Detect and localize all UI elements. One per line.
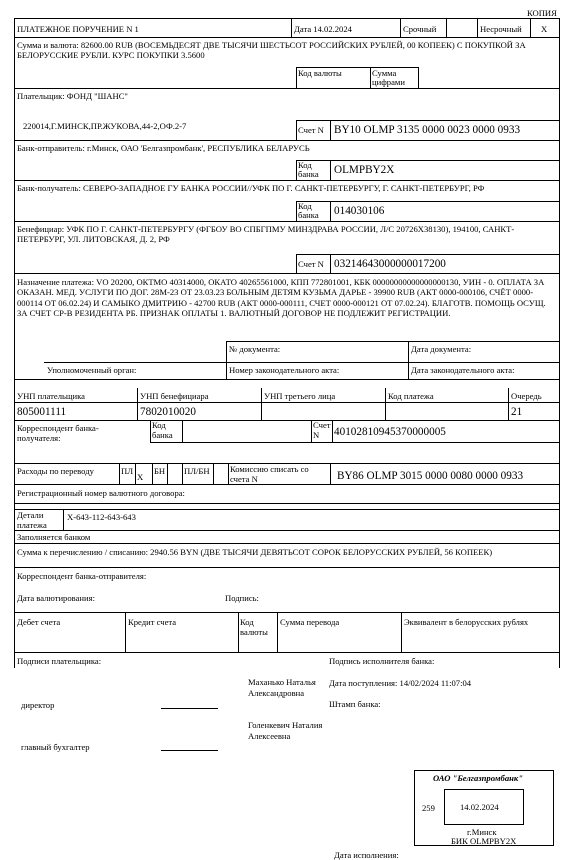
payer-account-label: Счет N bbox=[298, 125, 324, 135]
expenses-label: Расходы по переводу bbox=[17, 466, 94, 476]
executor-signature-label: Подпись исполнителя банка: bbox=[329, 656, 435, 666]
priority-label: Очередь bbox=[511, 391, 542, 401]
chief-accountant-name: Голенкевич Наталия Алексеевна bbox=[248, 720, 323, 741]
document-title: ПЛАТЕЖНОЕ ПОРУЧЕНИЕ N 1 bbox=[17, 24, 139, 34]
sender-bank-code: OLMPBY2X bbox=[334, 164, 395, 176]
document-date: Дата 14.02.2024 bbox=[294, 24, 352, 34]
value-date-label: Дата валютирования: bbox=[17, 593, 95, 603]
expenses-pl-label: ПЛ bbox=[121, 466, 134, 476]
non-urgent-label: Несрочный bbox=[480, 24, 522, 34]
receiver-bank-code: 014030106 bbox=[334, 205, 385, 217]
non-urgent-mark: X bbox=[541, 24, 548, 34]
director-name: Маханько Наталья Александровна bbox=[248, 677, 316, 698]
expenses-pl-mark: X bbox=[137, 472, 144, 482]
payer-unp-label: УНП плательщика bbox=[17, 391, 85, 401]
commission-account: BY86 OLMP 3015 0000 0080 0000 0933 bbox=[337, 470, 524, 482]
stamp-number: 259 bbox=[422, 803, 435, 813]
transfer-sum-text: Сумма к перечислению / списанию: 2940.56 BYN (ДВЕ ТЫСЯЧИ ДЕВЯТЬСОТ СОРОК БЕЛОРУССКИХ РУБЛЕЙ, 56 КОПЕЕК) bbox=[17, 547, 493, 557]
payment-details-label: Детали платежа bbox=[17, 510, 47, 530]
document-number-label: № документа: bbox=[229, 344, 281, 354]
payment-purpose: Назначение платежа: VO 20200, ОКТМО 40314000, ОКАТО 40265561000, КПП 772801001, КБК 00000000000000000130, УИН - 0. ОПЛАТА ЗА ОКАЗАН. МЕД. УСЛУГИ ПО ДОГ. 28М-23 ОТ 23.03.23 БОЛЬНЫМ ДЕТЯМ КУЗЬМА ДАРЬЕ - 39900 RUB (АКТ 0000-000106, СЧЁТ 0000-000114 ОТ 06.02.24) И САМЫКО ДМИТРИЮ - 42700 RUB (АКТ 0000-000111, СЧЕТ 0000-000121 ОТ 07.02.24). БЛАГОТВ. ПОМОЩЬ ОСУЩ. ЗА СЧЕТ СР-В РЕЗИДЕНТА РБ. ПРИЗНАК ОПЛАТЫ 1. ВАЛЮТНЫЙ ДОГОВОР НЕ ПОДЛЕЖИТ РЕГИСТРАЦИИ. bbox=[17, 277, 546, 319]
payer-account: BY10 OLMP 3135 0000 0023 0000 0933 bbox=[334, 124, 521, 136]
third-party-unp-label: УНП третьего лица bbox=[264, 391, 336, 401]
bank-fill-label: Заполняется банком bbox=[17, 532, 91, 542]
stamp-bank-name: ОАО "Белгазпромбанк" bbox=[433, 773, 524, 783]
sender-bank-code-label: Код банка bbox=[298, 160, 319, 179]
contract-registration-label: Регистрационный номер валютного договора: bbox=[17, 488, 185, 498]
receiver-bank-text: Банк-получатель: СЕВЕРО-ЗАПАДНОЕ ГУ БАНКА РОССИИ//УФК ПО Г. САНКТ-ПЕТЕРБУРГУ, Г. САНКТ-ПЕТЕРБУРГ, РФ bbox=[17, 183, 485, 193]
stamp-city: г.Минск bbox=[467, 827, 497, 837]
payer-address: 220014,Г.МИНСК,ПР.ЖУКОВА,44-2,ОФ.2-7 bbox=[23, 121, 187, 131]
receipt-date: Дата поступления: 14/02/2024 11:07:04 bbox=[329, 678, 472, 688]
signature-label: Подпись: bbox=[225, 593, 259, 603]
execution-date-label: Дата исполнения: bbox=[334, 850, 399, 860]
correspondent-label: Корреспондент банка-получателя: bbox=[17, 423, 99, 444]
payer-label: Плательщик: ФОНД "ШАНС" bbox=[17, 91, 128, 101]
receiver-bank-code-label: Код банка bbox=[298, 201, 319, 220]
chief-accountant-label: главный бухгалтер bbox=[21, 742, 90, 752]
credit-account-label: Кредит счета bbox=[128, 617, 177, 627]
beneficiary-text: Бенефициар: УФК ПО Г. САНКТ-ПЕТЕРБУРГУ (ФГБОУ ВО СПБГПМУ МИНЗДРАВА РОССИИ, Л/С 20726Х38130), 194100, САНКТ-ПЕТЕРБУРГ, УЛ. ЛИТОВСКАЯ, Д. 2, РФ bbox=[17, 224, 515, 245]
beneficiary-unp-label: УНП бенефициара bbox=[140, 391, 209, 401]
priority: 21 bbox=[511, 406, 523, 418]
table-currency-code-label: Код валюты bbox=[240, 617, 268, 637]
correspondent-account: 40102810945370000005 bbox=[334, 426, 446, 438]
amount-digits-label: Сумма цифрами bbox=[372, 68, 405, 87]
transfer-amount-label: Сумма перевода bbox=[280, 617, 340, 627]
stamp-date: 14.02.2024 bbox=[460, 802, 499, 812]
expenses-plbn-label: ПЛ/БН bbox=[184, 466, 210, 476]
sender-bank-text: Банк-отправитель: г.Минск, ОАО 'Белгазпромбанк', РЕСПУБЛИКА БЕЛАРУСЬ bbox=[17, 143, 310, 153]
beneficiary-account-label: Счет N bbox=[298, 259, 324, 269]
authorized-body-label: Уполномоченный орган: bbox=[47, 365, 137, 375]
currency-code-label: Код валюты bbox=[298, 68, 342, 78]
amount-text: Сумма и валюта: 82600.00 RUB (ВОСЕМЬДЕСЯТ ДВЕ ТЫСЯЧИ ШЕСТЬСОТ РОССИЙСКИХ РУБЛЕЙ, 00 КОПЕЕК) С ПОКУПКОЙ ЗА БЕЛОРУССКИЕ РУБЛИ. КУРС ПОКУПКИ 3.5600 bbox=[17, 40, 526, 61]
urgent-label: Срочный bbox=[403, 24, 437, 34]
copy-label: КОПИЯ bbox=[527, 8, 557, 18]
payment-code-label: Код платежа bbox=[388, 391, 434, 401]
document-date-label: Дата документа: bbox=[411, 344, 472, 354]
stamp-bic: БИК OLMPBY2X bbox=[451, 836, 517, 846]
beneficiary-account: 03214643000000017200 bbox=[334, 258, 446, 270]
act-number-label: Номер законодательного акта: bbox=[229, 365, 340, 375]
byn-equivalent-label: Эквивалент в белорусских рублях bbox=[404, 617, 529, 627]
payer-signatures-label: Подписи плательщика: bbox=[17, 656, 102, 666]
beneficiary-unp: 7802010020 bbox=[140, 406, 196, 418]
bank-stamp-label: Штамп банка: bbox=[329, 699, 381, 709]
sender-correspondent-label: Корреспондент банка-отправителя: bbox=[17, 571, 147, 581]
correspondent-account-label: Счет N bbox=[313, 420, 331, 440]
expenses-bn-label: БН bbox=[154, 466, 166, 476]
correspondent-code-label: Код банка bbox=[152, 420, 173, 440]
payer-unp: 805001111 bbox=[17, 406, 67, 418]
director-label: директор bbox=[21, 700, 55, 710]
commission-label: Комиссию списать со счета N bbox=[230, 464, 309, 484]
act-date-label: Дата законодательного акта: bbox=[411, 365, 515, 375]
payment-details: X-643-112-643-643 bbox=[67, 512, 136, 522]
debit-account-label: Дебет счета bbox=[17, 617, 61, 627]
